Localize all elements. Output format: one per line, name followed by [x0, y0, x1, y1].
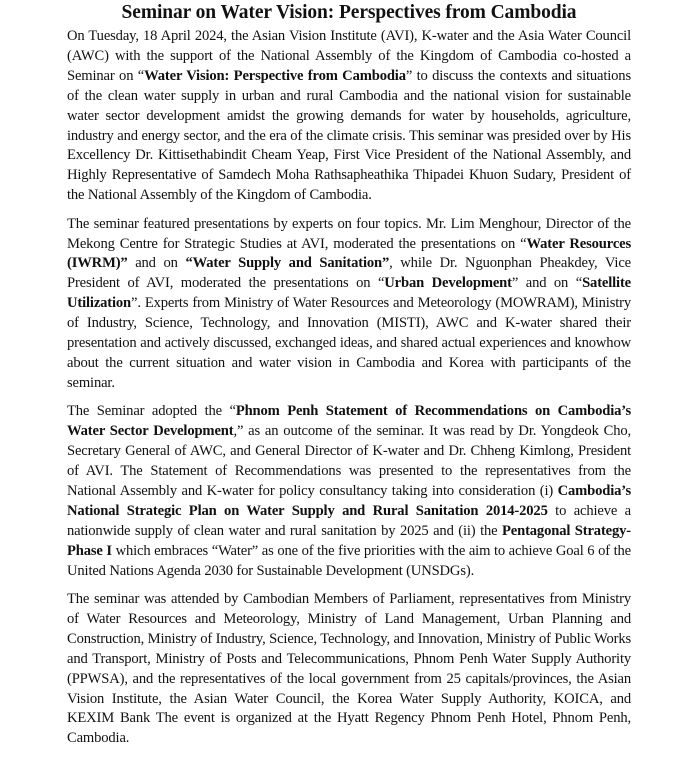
text-run: The seminar featured presentations by experts on four topics. Mr. Lim Menghour, Director of the Mekong Centre for Strategic Studies at AVI, moderated the presentations on “	[67, 215, 631, 252]
text-run: The seminar was attended by Cambodian Members of Parliament, representatives from Ministry of Water Resources and Meteorology, Ministry of Land Management, Urban Planning and Construction, Ministry of Industry, Science, Technology, and Innovation, Ministry of Public Works and Transport, Ministry of Posts and Telecommunications, Phnom Penh Water Supply Authority (PPWSA), and the representatives of the local government from 25 capitals/provinces, the Asian Vision Institute, the Asian Water Council, the Korea Water Supply Authority, KOICA, and KEXIM Bank The event is organized at the Hyatt Regency Phnom Penh Hotel, Phnom Penh, Cambodia.	[67, 590, 631, 747]
document-page	[67, 0, 631, 758]
bold-text-run: Water Vision: Perspective from Cambodia	[144, 67, 406, 84]
text-run: ”. Experts from Ministry of Water Resources and Meteorology (MOWRAM), Ministry of Industry, Science, Technology, and Innovation (MISTI), AWC and K-water shared their presentation and actively discussed, exchanged ideas, and shared actual experiences and knowhow about the current situation and water vision in Cambodia and Korea with participants of the seminar.	[67, 295, 631, 391]
paragraph-attendance	[67, 590, 631, 749]
document-title: Seminar on Water Vision: Perspectives from Cambodia	[121, 2, 577, 23]
text-run: On Tuesday, 18 April 2024, the Asian Vision Institute (AVI), K-water and the Asia Water Council (AWC) with the support of the National Assembly of the Kingdom of Cambodia co-hosted a Seminar on “	[67, 28, 631, 84]
bold-text-run: “Water Supply and Sanitation”	[185, 255, 390, 272]
text-run: ” to discuss the contexts and situations of the clean water supply in urban and rural Cambodia and the national vision for sustainable water sector development amidst the growing demands for water by households, agriculture, industry and energy sector, and the era of the climate crisis. This seminar was presided over by His Excellency Dr. Kittisethabindit Cheam Yeap, First Vice President of the National Assembly, and Highly Representative of Samdech Moha Rathsapheathika Thipadei Khuon Sudary, President of the National Assembly of the Kingdom of Cambodia.	[67, 67, 631, 204]
bold-text-run: Cambodia’s National Strategic Plan on Water Supply and Rural Sanitation 2014-2025	[67, 482, 631, 519]
text-run: and on	[127, 255, 186, 272]
paragraph-statement	[67, 402, 631, 581]
text-run: ” and on “	[511, 275, 583, 292]
bold-text-run: Pentagonal Strategy-Phase I	[67, 522, 631, 559]
paragraph-presentations	[67, 215, 631, 394]
text-run: ,” as an outcome of the seminar. It was read by Dr. Yongdeok Cho, Secretary General of AWC, and General Director of K-water and Dr. Chheng Kimlong, President of AVI. The Statement of Recommendations was presented to the representatives from the National Assembly and K-water for policy consultancy taking into consideration (i)	[67, 423, 631, 499]
text-run: , while Dr. Nguonphan Pheakdey, Vice President of AVI, moderated the presentations on “	[67, 255, 631, 292]
paragraph-intro	[67, 27, 631, 206]
text-run: to achieve a nationwide supply of clean water and rural sanitation by 2025 and (ii) the	[67, 502, 631, 539]
bold-text-run: Phnom Penh Statement of Recommendations on Cambodia’s Water Sector Development	[67, 403, 631, 440]
text-run: which embraces “Water” as one of the five priorities with the aim to achieve Goal 6 of the United Nations Agenda 2030 for Sustainable Development (UNSDGs).	[67, 542, 631, 579]
bold-text-run: Water Resources (IWRM)”	[67, 235, 632, 272]
text-run: The Seminar adopted the “	[67, 403, 236, 420]
bold-text-run: Satellite Utilization	[67, 275, 631, 312]
bold-text-run: Urban Development	[384, 275, 512, 292]
